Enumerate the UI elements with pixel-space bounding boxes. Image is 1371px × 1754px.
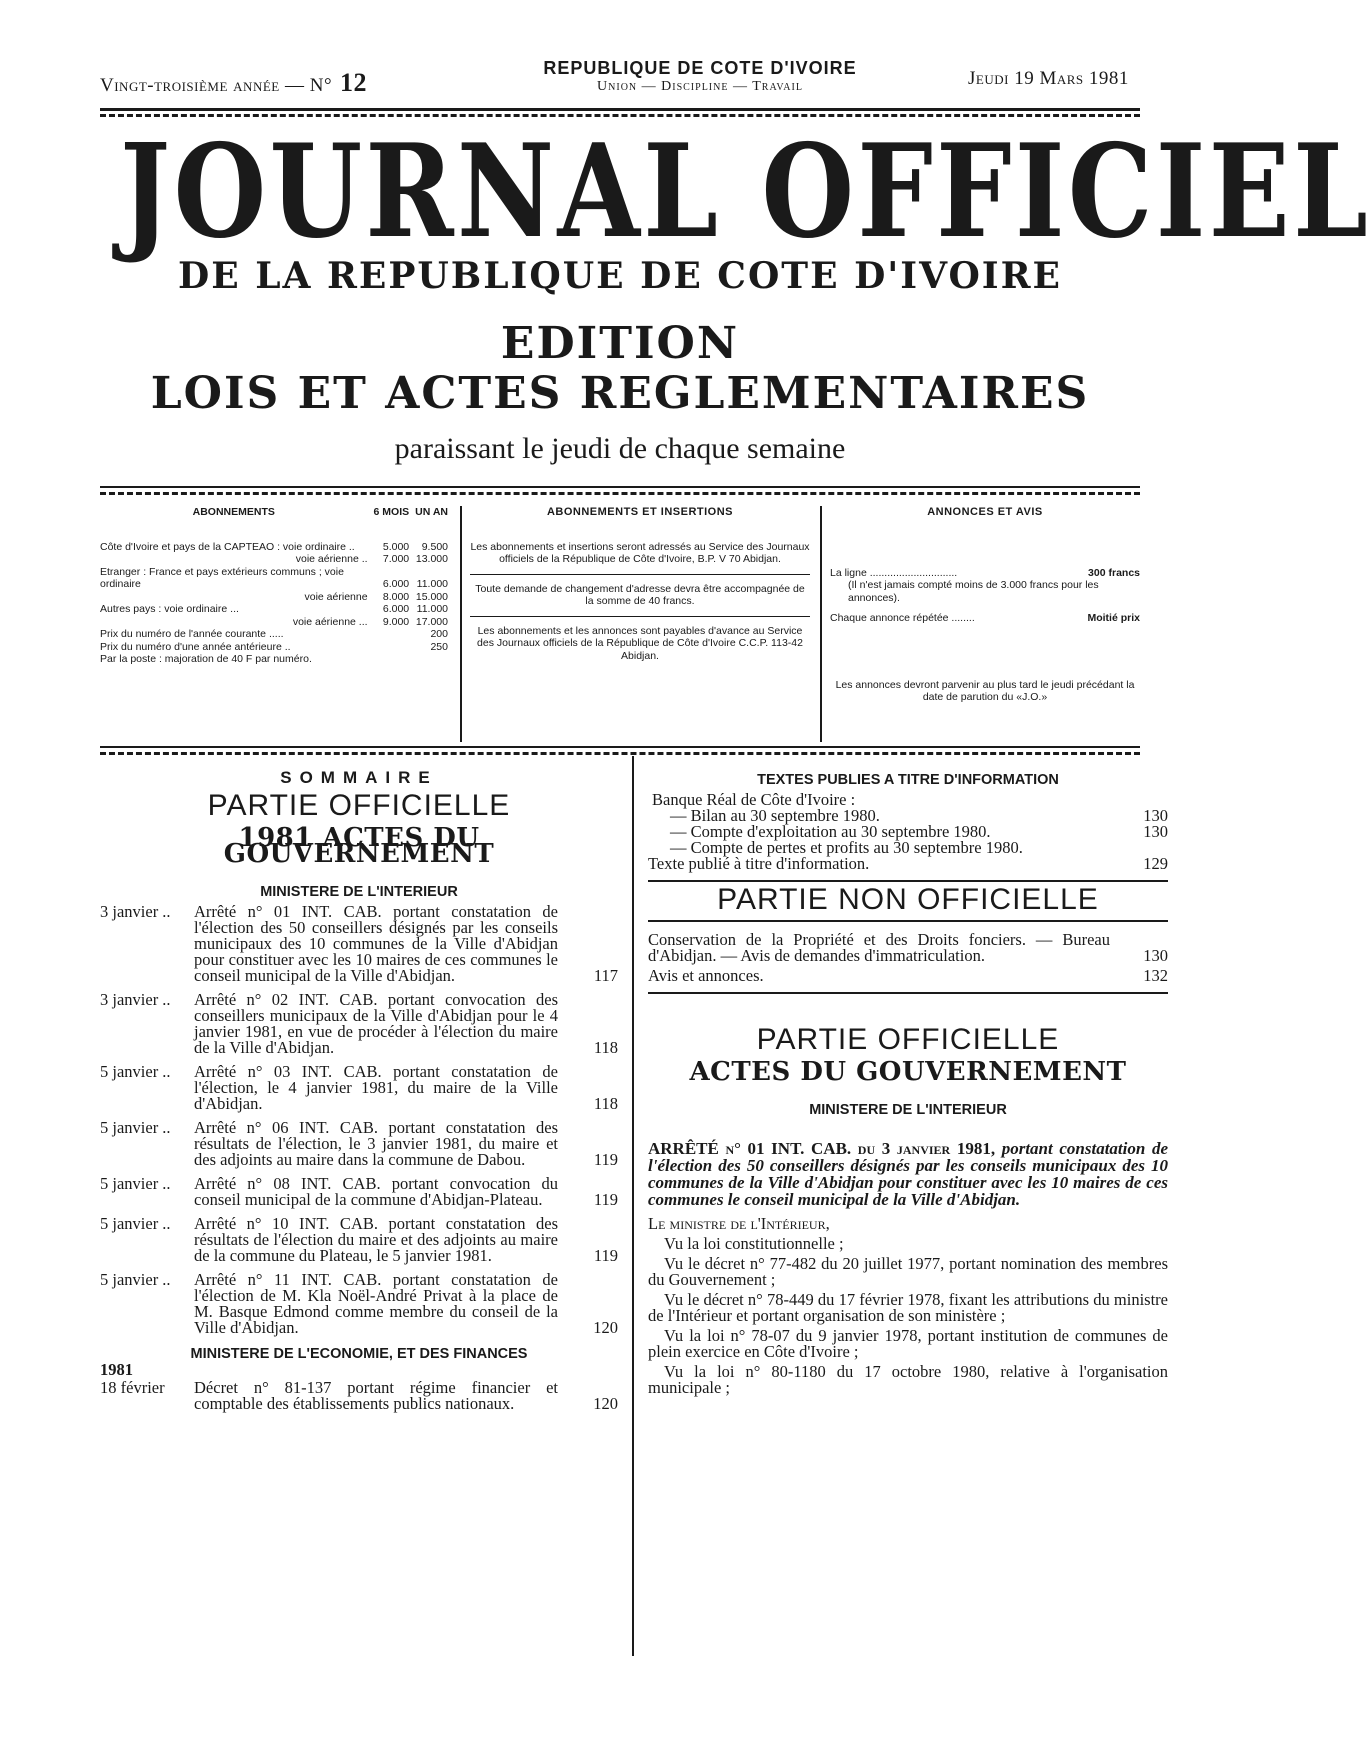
arrete-subject: portant constatation de l'élection des 50 conseillers désignés par les conseils municipaux des 10 communes de la Ville d'Abidjan pour constituer avec les 10 maires de ces communes le conseil municipal de la Ville d'Abidjan. — [648, 1139, 1168, 1209]
right-column — [648, 772, 1168, 1396]
annonces-box — [830, 506, 1140, 742]
abonnements-insertions-box — [470, 506, 810, 742]
list-item[interactable]: 18 février Décret n° 81-137 portant régime financier et comptable des établissements publics nationaux. 120 — [100, 1378, 618, 1413]
issue-date: Jeudi 19 Mars 1981 — [968, 68, 1129, 89]
list-item[interactable]: Avis et annonces. 132 — [648, 966, 1168, 985]
list-item[interactable]: Texte publié à titre d'information. 129 — [648, 854, 1168, 873]
ministere-interieur-heading-2: MINISTERE DE L'INTERIEUR — [809, 1102, 1007, 1118]
list-item[interactable]: — Bilan au 30 septembre 1980. 130 — [670, 806, 1168, 825]
abonnements-p1: Les abonnements et insertions seront adressés au Service des Journaux officiels de la République de Côte d'Ivoire, B.P. V 70 Abidjan. — [470, 540, 810, 565]
col-6mois: 6 MOIS — [373, 506, 410, 518]
divider — [648, 880, 1168, 882]
ministere-economie-heading: MINISTERE DE L'ECONOMIE, ET DES FINANCES — [190, 1346, 528, 1362]
annonces-heading: ANNONCES ET AVIS — [927, 506, 1043, 518]
subscriptions-box — [100, 506, 448, 742]
table-row: Prix du numéro de l'année courante ..... 200 — [100, 628, 448, 640]
divider — [100, 486, 1140, 488]
country-name: REPUBLIQUE DE COTE D'IVOIRE — [543, 58, 857, 78]
edition-name: LOIS ET ACTES REGLEMENTAIRES — [150, 368, 1090, 419]
annonce-repeat-label: Chaque annonce répétée ........ — [830, 612, 975, 624]
partie-officielle-heading-2: PARTIE OFFICIELLE — [756, 1023, 1060, 1056]
divider — [648, 920, 1168, 922]
actes-heading: 1981 ACTES DU GOUVERNEMENT — [223, 823, 495, 869]
vu-line: Vu le décret n° 77-482 du 20 juillet 1977, portant nomination des membres du Gouvernement ; — [648, 1254, 1168, 1289]
year-label: 1981 — [100, 1360, 133, 1379]
box-separator — [460, 506, 462, 742]
issue-year: Vingt-troisième année — N° — [100, 75, 333, 96]
actes-heading-2: ACTES DU GOUVERNEMENT — [689, 1057, 1127, 1087]
table-row: voie aérienne ... 9.000 17.000 — [292, 615, 448, 628]
arrete-lead: ARRÊTÉ n° 01 INT. CAB. du 3 janvier 1981, — [648, 1139, 996, 1158]
list-item[interactable]: 5 janvier .. Arrêté n° 06 INT. CAB. portant constatation des résultats de l'élection, le 3 janvier 1981, du maire et des adjoints au maire dans la commune de Dabou. 119 — [100, 1118, 618, 1169]
list-item[interactable]: — Compte de pertes et profits au 30 septembre 1980. — [670, 838, 1023, 857]
list-item[interactable]: 5 janvier .. Arrêté n° 11 INT. CAB. portant constatation de l'élection de M. Kla Noël-André Privat à la place de M. Basque Edmond comme membre du conseil de la Ville d'Abidjan. 120 — [100, 1270, 618, 1337]
table-row: Prix du numéro d'une année antérieure .. 250 — [100, 640, 448, 653]
list-item[interactable]: 5 janvier .. Arrêté n° 10 INT. CAB. portant constatation des résultats de l'élection du maire et des adjoints au maire de la commune du Plateau, le 5 janvier 1981. 119 — [100, 1214, 618, 1265]
vu-line: Vu le décret n° 78-449 du 17 février 1978, fixant les attributions du ministre de l'Intérieur et portant organisation de son ministère ; — [648, 1290, 1168, 1325]
vu-line: Vu la loi constitutionnelle ; — [664, 1234, 844, 1253]
sommaire-heading: SOMMAIRE — [280, 768, 438, 787]
table-row: Par la poste : majoration de 40 F par numéro. — [100, 653, 312, 665]
abonnements-p3: Les abonnements et les annonces sont payables d'avance au Service des Journaux officiels de la République de Côte d'Ivoire C.C.P. 113-42 Abidjan. — [477, 624, 803, 662]
arrete-title — [648, 1140, 1168, 1208]
annonce-line-price: 300 francs — [1088, 566, 1140, 579]
issue-number: 12 — [340, 68, 368, 97]
masthead-title: JOURNAL OFFICIEL — [120, 117, 1371, 267]
partie-non-officielle-heading: PARTIE NON OFFICIELLE — [717, 883, 1099, 916]
vu-line: Vu la loi n° 80-1180 du 17 octobre 1980, relative à l'organisation municipale ; — [648, 1362, 1168, 1397]
country-motto: Union — Discipline — Travail — [597, 79, 803, 94]
col-an: UN AN — [415, 506, 448, 518]
textes-heading: TEXTES PUBLIES A TITRE D'INFORMATION — [757, 772, 1059, 788]
list-item[interactable]: 3 janvier .. Arrêté n° 01 INT. CAB. portant constatation de l'élection des 50 conseillers désignés par les conseils municipaux des 10 communes de la Ville d'Abidjan pour constituer avec les 10 maires de ces communes le conseil municipal de la Ville d'Abidjan. 117 — [100, 902, 618, 985]
vu-line: Vu la loi n° 78-07 du 9 janvier 1978, portant institution de communes de plein exercice en Côte d'Ivoire ; — [648, 1326, 1168, 1361]
table-row: voie aérienne .. 7.000 13.000 — [295, 553, 448, 565]
subscriptions-table — [100, 506, 448, 666]
list-item[interactable]: — Compte d'exploitation au 30 septembre 1980. 130 — [670, 822, 1168, 841]
table-row: Côte d'Ivoire et pays de la CAPTEAO : voie ordinaire .. 5.000 9.500 — [100, 540, 448, 553]
annonce-repeat-row — [830, 612, 1140, 625]
divider — [648, 992, 1168, 994]
edition-label: EDITION — [500, 318, 740, 369]
banque-label: Banque Réal de Côte d'Ivoire : — [652, 790, 856, 809]
list-item[interactable]: Conservation de la Propriété et des Droits fonciers. — Bureau d'Abidjan. — Avis de demandes d'immatriculation. 130 — [648, 930, 1168, 965]
subscriptions-heading: ABONNEMENTS — [192, 506, 275, 518]
country-header — [520, 58, 880, 95]
tagline: paraissant le jeudi de chaque semaine — [394, 432, 846, 465]
list-item[interactable]: 5 janvier .. Arrêté n° 08 INT. CAB. portant convocation du conseil municipal de la commune d'Abidjan-Plateau. 119 — [100, 1174, 618, 1209]
annonce-line-row — [830, 567, 1140, 580]
table-row: Autres pays : voie ordinaire ... 6.000 11.000 — [100, 603, 448, 615]
abonnements-p2: Toute demande de changement d'adresse devra être accompagnée de la somme de 40 francs. — [475, 582, 805, 607]
box-separator — [820, 506, 822, 742]
table-row: voie aérienne 8.000 15.000 — [304, 590, 448, 603]
ministere-interieur-heading: MINISTERE DE L'INTERIEUR — [260, 884, 458, 900]
issue-info — [100, 68, 367, 98]
divider — [100, 492, 1140, 495]
annonce-line-note: (Il n'est jamais compté moins de 3.000 francs pour les annonces). — [848, 579, 1099, 604]
divider — [100, 746, 1140, 748]
divider — [100, 108, 1140, 111]
divider — [100, 752, 1140, 755]
abonnements-insertions-heading: ABONNEMENTS ET INSERTIONS — [546, 506, 734, 518]
masthead-subtitle: DE LA REPUBLIQUE DE COTE D'IVOIRE — [178, 255, 1062, 297]
annonce-repeat-price: Moitié prix — [1087, 612, 1140, 624]
annonce-line-label: La ligne .............................. — [830, 566, 958, 579]
partie-officielle-heading: PARTIE OFFICIELLE — [207, 789, 511, 822]
list-item[interactable]: 3 janvier .. Arrêté n° 02 INT. CAB. portant convocation des conseillers municipaux de la Ville d'Abidjan pour le 4 janvier 1981, en vue de procéder à l'élection du maire de la Ville d'Abidjan. 118 — [100, 990, 618, 1057]
table-row: Etranger : France et pays extérieurs communs ; voie ordinaire 6.000 11.000 — [100, 565, 448, 590]
annonce-deadline: Les annonces devront parvenir au plus tard le jeudi précédant la date de parution du «J.O.» — [835, 678, 1135, 703]
ministre-label: Le ministre de l'Intérieur, — [648, 1214, 830, 1233]
sommaire-column — [100, 770, 618, 1420]
column-separator — [632, 756, 634, 1656]
list-item[interactable]: 5 janvier .. Arrêté n° 03 INT. CAB. portant constatation de l'élection, le 4 janvier 1981, du maire de la Ville d'Abidjan. 118 — [100, 1062, 618, 1113]
